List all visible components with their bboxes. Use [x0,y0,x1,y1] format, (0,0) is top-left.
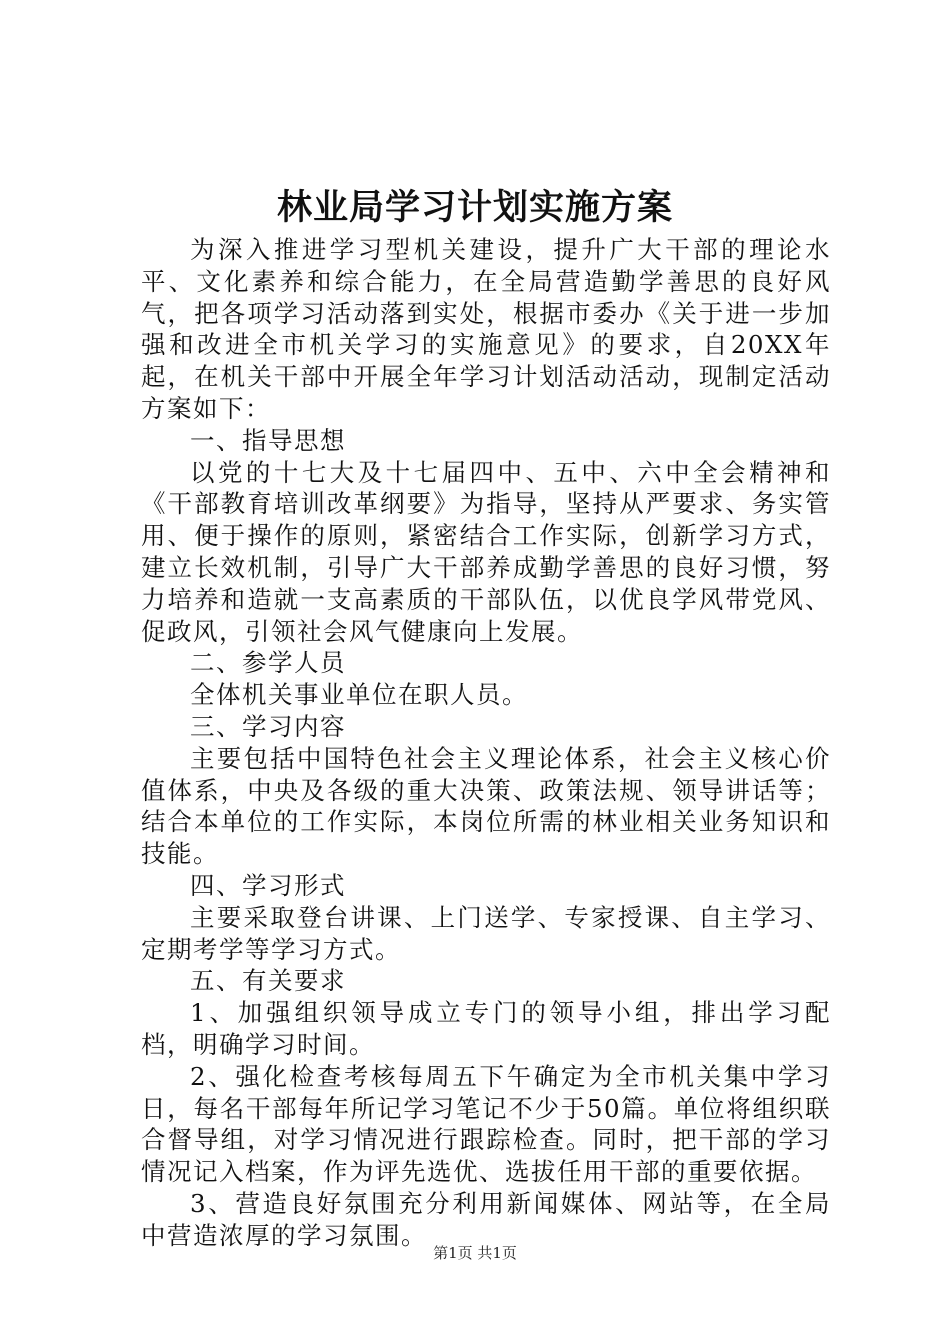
document-body [141,234,831,1252]
section-heading-requirements: 五、有关要求 [190,966,346,996]
requirement-item-1: 1、加强组织领导成立专门的领导小组，排出学习配档，明确学习时间。 [141,998,831,1059]
participants-paragraph: 全体机关事业单位在职人员。 [190,680,528,710]
requirement-item-2: 2、强化检查考核每周五下午确定为全市机关集中学习日，每名干部每年所记学习笔记不少于50篇。单位将组织联合督导组，对学习情况进行跟踪检查。同时，把干部的学习情况记入档案，作为评先选优、选拔任用干部的重要依据。 [141,1061,831,1187]
document-title: 林业局学习计划实施方案 [276,188,673,228]
section-heading-participants: 二、参学人员 [190,648,346,678]
content-paragraph: 主要包括中国特色社会主义理论体系，社会主义核心价值体系，中央及各级的重大决策、政策法规、领导讲话等；结合本单位的工作实际，本岗位所需的林业相关业务知识和技能。 [141,743,831,869]
intro-paragraph: 为深入推进学习型机关建设，提升广大干部的理论水平、文化素养和综合能力，在全局营造勤学善思的良好风气，把各项学习活动落到实处，根据市委办《关于进一步加强和改进全市机关学习的实施意见》的要求，自20XX年起，在机关干部中开展全年学习计划活动活动，现制定活动方案如下： [141,235,831,423]
section-heading-content: 三、学习内容 [190,711,346,741]
section-heading-guiding-ideology: 一、指导思想 [190,425,346,455]
requirement-item-3: 3、营造良好氛围充分利用新闻媒体、网站等，在全局中营造浓厚的学习氛围。 [141,1188,831,1250]
page-footer: 第1页 共1页 [433,1244,517,1262]
guiding-ideology-paragraph: 以党的十七大及十七届四中、五中、六中全会精神和《干部教育培训改革纲要》为指导，坚持从严要求、务实管用、便于操作的原则，紧密结合工作实际，创新学习方式，建立长效机制，引导广大干部养成勤学善思的良好习惯，努力培养和造就一支高素质的干部队伍，以优良学风带党风、促政风，引领社会风气健康向上发展。 [141,457,831,646]
section-heading-form: 四、学习形式 [190,870,346,900]
form-paragraph: 主要采取登台讲课、上门送学、专家授课、自主学习、定期考学等学习方式。 [141,902,831,964]
